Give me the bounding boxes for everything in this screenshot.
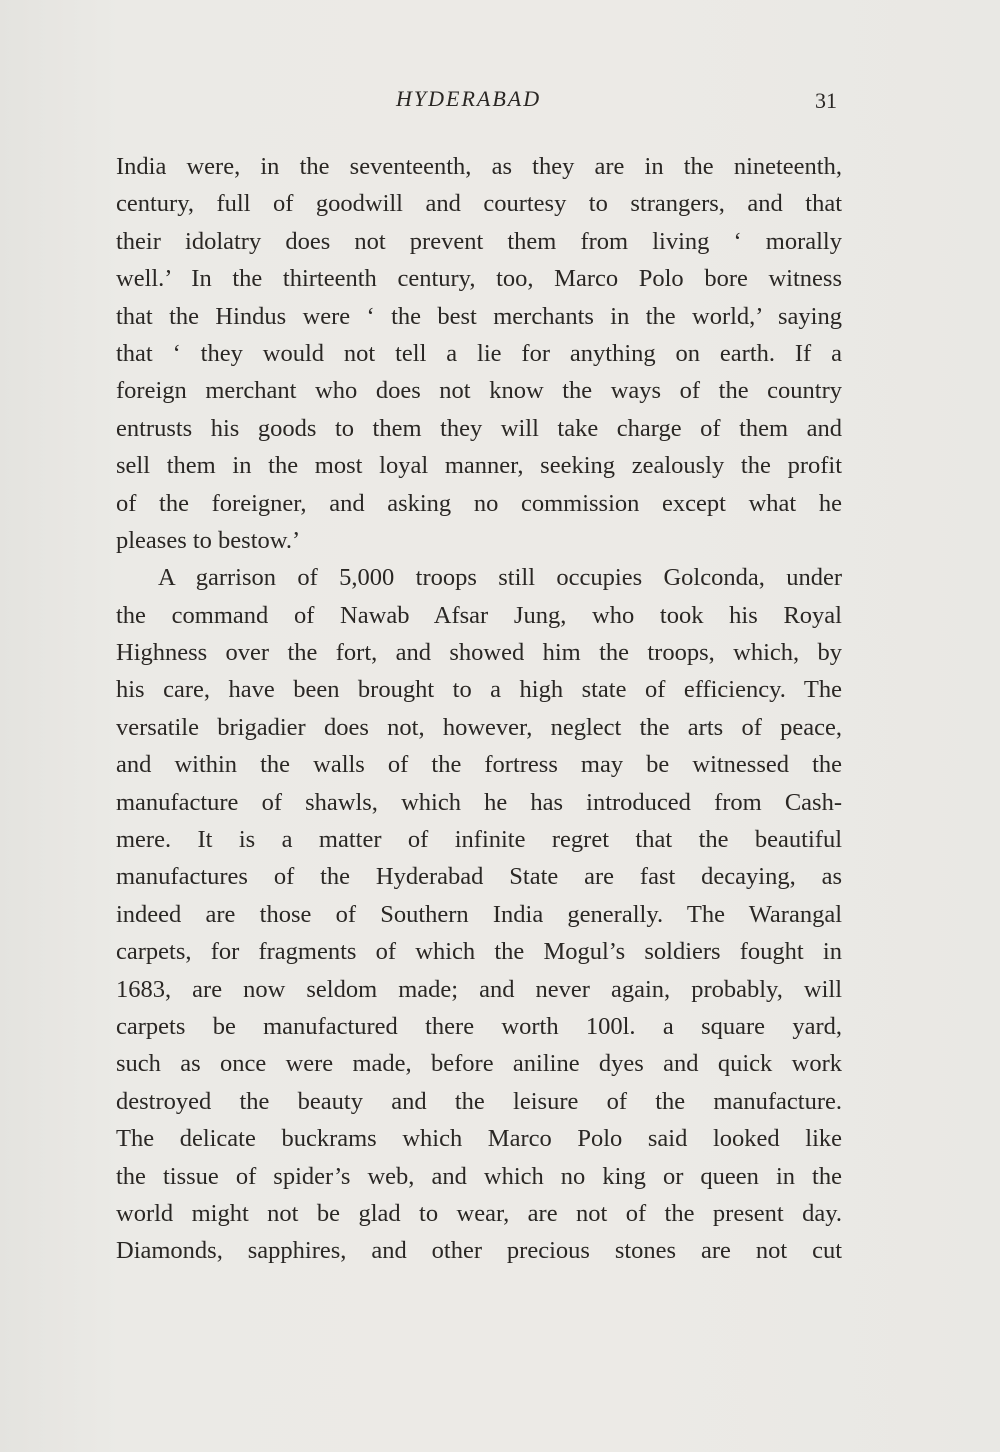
text-line: Diamonds, sapphires, and other precious stones are not cut (116, 1237, 842, 1265)
text-line: pleases to bestow.’ (116, 526, 301, 554)
text-line: such as once were made, before aniline dyes and quick work (116, 1050, 842, 1078)
text-line: indeed are those of Southern India generally. The Warangal (116, 900, 842, 928)
text-line: well.’ In the thirteenth century, too, Marco Polo bore witness (116, 265, 842, 293)
text-line: his care, have been brought to a high state of efficiency. The (116, 676, 842, 704)
text-line: mere. It is a matter of infinite regret that the beautiful (116, 826, 842, 854)
text-line: manufactures of the Hyderabad State are fast decaying, as (116, 863, 842, 891)
text-line: sell them in the most loyal manner, seeking zealously the profit (116, 452, 842, 480)
text-line: Highness over the fort, and showed him the troops, which, by (116, 639, 842, 667)
text-line: entrusts his goods to them they will take charge of them and (116, 414, 842, 442)
text-line: century, full of goodwill and courtesy to strangers, and that (116, 190, 842, 218)
text-line: that ‘ they would not tell a lie for anything on earth. If a (116, 339, 842, 367)
page-number: 31 (815, 88, 837, 113)
running-header (0, 86, 1000, 118)
text-line: manufacture of shawls, which he has introduced from Cash- (116, 788, 842, 816)
text-line: that the Hindus were ‘ the best merchants in the world,’ saying (116, 302, 842, 330)
text-line: India were, in the seventeenth, as they are in the nineteenth, (116, 153, 842, 180)
text-line: carpets, for fragments of which the Mogul’s soldiers fought in (116, 938, 842, 966)
text-line: of the foreigner, and asking no commission except what he (116, 489, 842, 517)
text-line: versatile brigadier does not, however, neglect the arts of peace, (116, 713, 842, 741)
text-line: and within the walls of the fortress may be witnessed the (116, 751, 842, 779)
text-line: foreign merchant who does not know the ways of the country (116, 377, 842, 405)
text-line: the command of Nawab Afsar Jung, who took his Royal (116, 601, 842, 629)
text-line: the tissue of spider’s web, and which no king or queen in the (116, 1162, 842, 1190)
text-line: carpets be manufactured there worth 100l. a square yard, (116, 1012, 842, 1040)
text-line: A garrison of 5,000 troops still occupies Golconda, under (158, 564, 842, 592)
text-line: world might not be glad to wear, are not of the present day. (116, 1199, 842, 1227)
running-title: HYDERABAD (396, 86, 542, 111)
body-text (116, 148, 842, 1270)
text-line: their idolatry does not prevent them from living ‘ morally (116, 227, 842, 255)
text-line: The delicate buckrams which Marco Polo said looked like (116, 1125, 842, 1153)
text-line: destroyed the beauty and the leisure of the manufacture. (116, 1087, 842, 1115)
text-line: 1683, are now seldom made; and never again, probably, will (116, 975, 842, 1003)
